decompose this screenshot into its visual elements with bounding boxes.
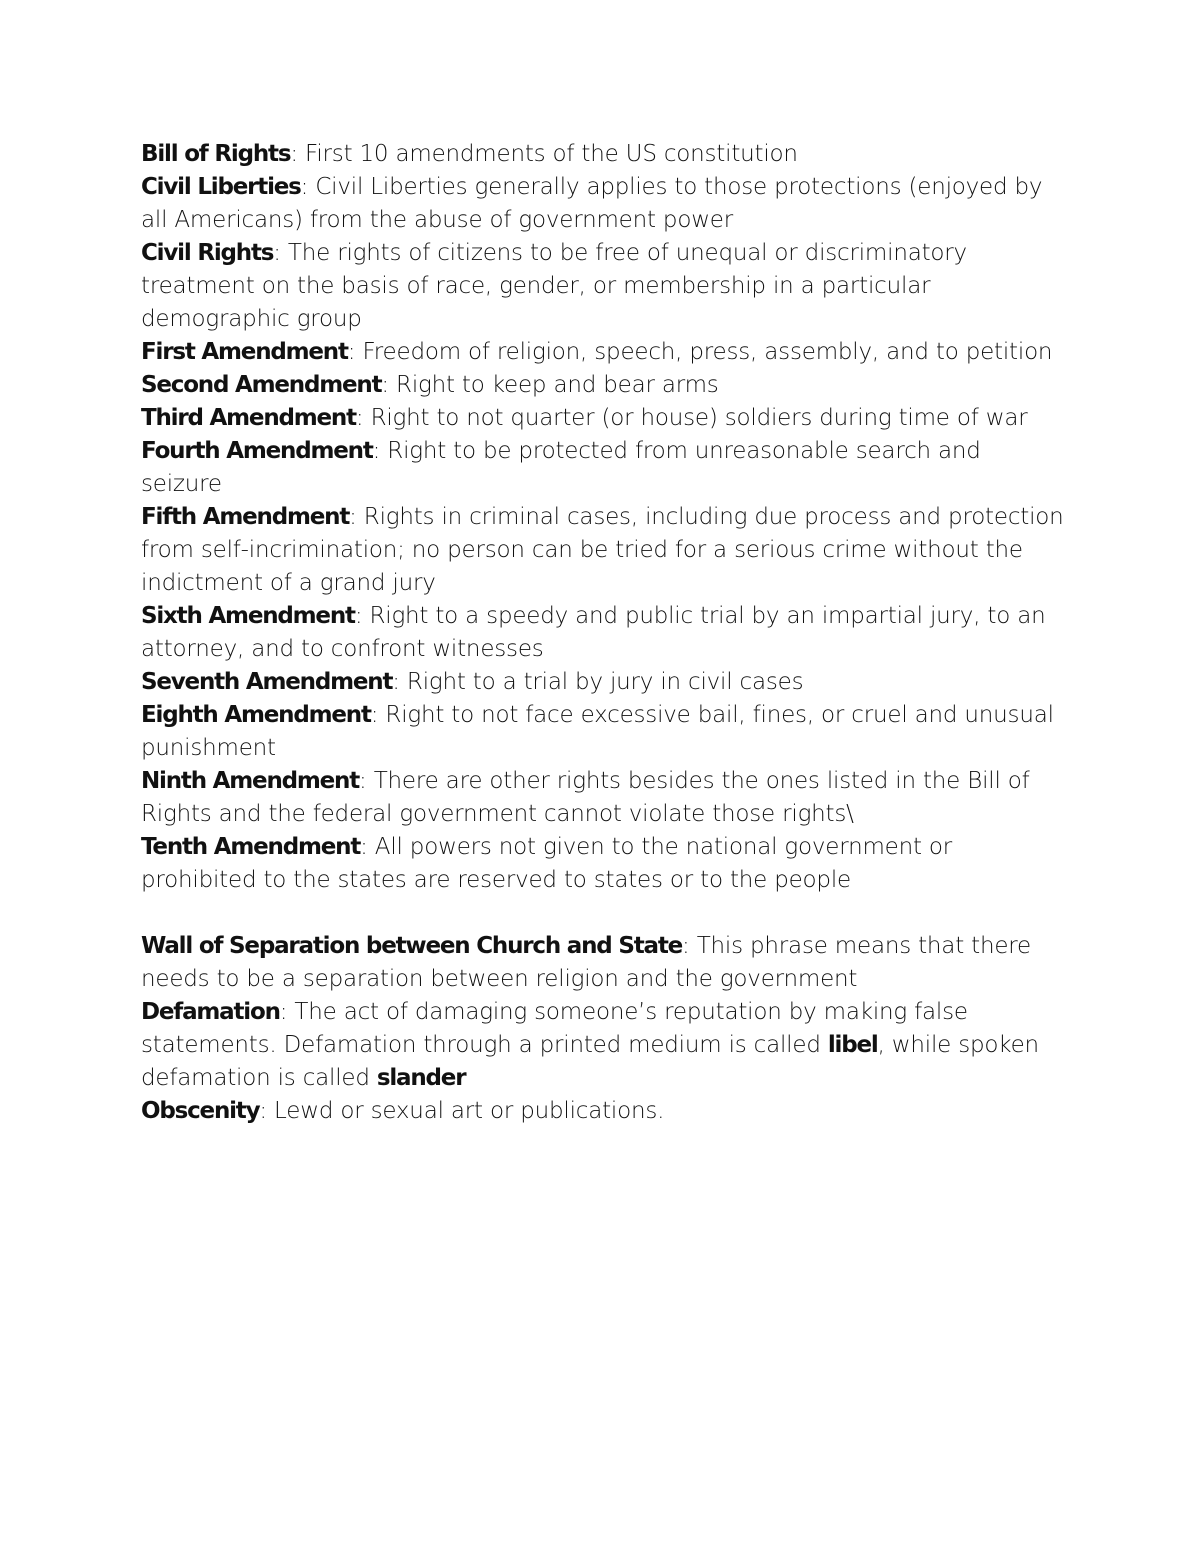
entry-first-amendment	[141, 336, 1066, 369]
term: First Amendment	[141, 339, 348, 365]
entry-second-amendment	[141, 369, 1066, 402]
term: Defamation	[141, 999, 280, 1025]
term: Bill of Rights	[141, 141, 291, 167]
definition: : Right to a trial by jury in civil cases	[392, 669, 804, 695]
entry-defamation	[141, 996, 1066, 1095]
entry-civil-liberties	[141, 171, 1066, 237]
entry-seventh-amendment	[141, 666, 1066, 699]
definition: : Right to keep and bear arms	[381, 372, 719, 398]
entry-ninth-amendment	[141, 765, 1066, 831]
entry-third-amendment	[141, 402, 1066, 435]
entry-tenth-amendment	[141, 831, 1066, 897]
term: Civil Liberties	[141, 174, 301, 200]
definition: : Right to be protected from unreasonable search and seizure	[141, 438, 981, 497]
entry-fourth-amendment	[141, 435, 1066, 501]
definition: : Right to not face excessive bail, fines, or cruel and unusual punishment	[141, 702, 1054, 761]
definition: : Civil Liberties generally applies to those protections (enjoyed by all Americans) from the abuse of government power	[141, 174, 1043, 233]
definition: : All powers not given to the national government or prohibited to the states are reserved to states or to the people	[141, 834, 953, 893]
term: Seventh Amendment	[141, 669, 393, 695]
document-page	[141, 138, 1066, 1128]
definition: : The rights of citizens to be free of unequal or discriminatory treatment on the basis of race, gender, or membership in a particular demographic group	[141, 240, 967, 332]
entry-wall-of-separation	[141, 930, 1066, 996]
term: Obscenity	[141, 1098, 260, 1124]
entry-civil-rights	[141, 237, 1066, 336]
definition: : This phrase means that there needs to be a separation between religion and the government	[141, 933, 1031, 992]
term: Fourth Amendment	[141, 438, 373, 464]
definition-part-2: , while spoken defamation is called	[141, 1032, 1039, 1091]
blank-line	[141, 897, 1066, 930]
entry-eighth-amendment	[141, 699, 1066, 765]
definition: : There are other rights besides the ones listed in the Bill of Rights and the federal government cannot violate those rights\	[141, 768, 1030, 827]
entry-sixth-amendment	[141, 600, 1066, 666]
term: Second Amendment	[141, 372, 382, 398]
term-libel: libel	[827, 1032, 878, 1058]
definition: : Right to a speedy and public trial by an impartial jury, to an attorney, and to confront witnesses	[141, 603, 1046, 662]
term-slander: slander	[376, 1065, 466, 1091]
term: Third Amendment	[141, 405, 356, 431]
definition: : Freedom of religion, speech, press, assembly, and to petition	[347, 339, 1053, 365]
entry-fifth-amendment	[141, 501, 1066, 600]
definition: : First 10 amendments of the US constitution	[290, 141, 798, 167]
term: Sixth Amendment	[141, 603, 355, 629]
definition: : Right to not quarter (or house) soldiers during time of war	[355, 405, 1028, 431]
entry-obscenity	[141, 1095, 1066, 1128]
term: Ninth Amendment	[141, 768, 360, 794]
definition: : Lewd or sexual art or publications.	[259, 1098, 665, 1124]
definition-part-1: : The act of damaging someone’s reputation by making false statements. Defamation through a printed medium is called	[141, 999, 968, 1058]
term: Wall of Separation between Church and State	[141, 933, 683, 959]
definition: : Rights in criminal cases, including due process and protection from self-incrimination; no person can be tried for a serious crime without the indictment of a grand jury	[141, 504, 1064, 596]
term: Tenth Amendment	[141, 834, 361, 860]
term: Eighth Amendment	[141, 702, 371, 728]
term: Civil Rights	[141, 240, 274, 266]
entry-bill-of-rights	[141, 138, 1066, 171]
term: Fifth Amendment	[141, 504, 350, 530]
